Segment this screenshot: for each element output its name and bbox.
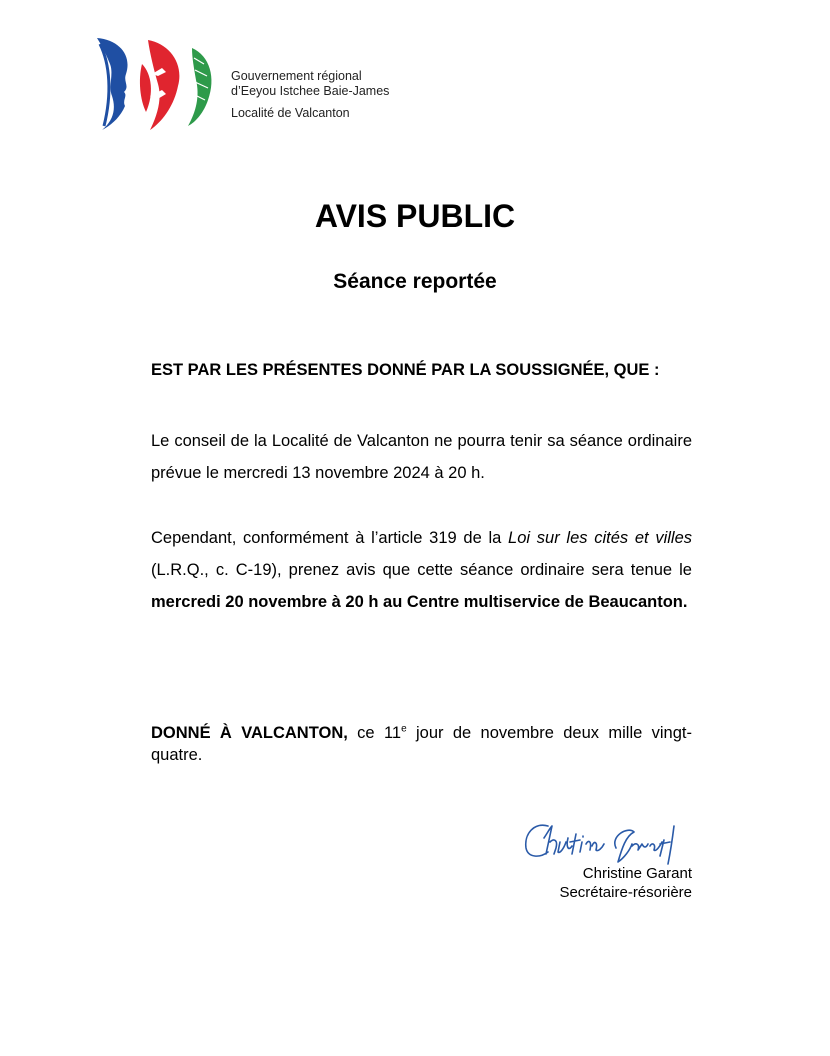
- org-line-2: d’Eeyou Istchee Baie-James: [231, 84, 390, 98]
- signatory-name: Christine Garant: [582, 865, 692, 882]
- given-text-b: jour de novembre deux mille vingt-quatre.: [151, 724, 692, 764]
- p2-new-date-location: mercredi 20 novembre à 20 h au Centre multiservice de Beaucanton.: [151, 593, 688, 611]
- org-line-1: Gouvernement régional: [231, 69, 362, 83]
- paragraph-new-date: [151, 522, 692, 618]
- signatory-block: [559, 864, 692, 902]
- logo-blue-profile: [97, 38, 128, 130]
- given-ordinal: e: [401, 723, 407, 735]
- logo-red-left: [140, 64, 151, 112]
- organization-name: [231, 69, 389, 121]
- page-subtitle: Séance reportée: [333, 270, 497, 293]
- intro-paragraph: EST PAR LES PRÉSENTES DONNÉ PAR LA SOUSSIGNÉE, QUE :: [151, 361, 660, 379]
- logo-red-shape: [148, 40, 179, 130]
- law-title: Loi sur les cités et villes: [508, 529, 692, 547]
- paragraph-given-at: [151, 722, 692, 766]
- given-place: DONNÉ À VALCANTON,: [151, 724, 348, 742]
- paragraph-postponement: Le conseil de la Localité de Valcanton ne pourra tenir sa séance ordinaire prévue le mercredi 13 novembre 2024 à 20 h.: [151, 432, 692, 482]
- p2-text-a: Cependant, conformément à l’article 319 de la: [151, 529, 509, 547]
- p2-text-b: (L.R.Q., c. C-19), prenez avis que cette séance ordinaire sera tenue le: [151, 561, 692, 579]
- handwritten-signature: [520, 818, 695, 868]
- logo-green-feather: [188, 48, 211, 126]
- regional-government-logo: [92, 34, 222, 134]
- signatory-role: Secrétaire-résorière: [559, 884, 692, 901]
- page-title: AVIS PUBLIC: [314, 198, 516, 234]
- given-text-a: ce 11: [347, 724, 402, 742]
- org-locality: Localité de Valcanton: [231, 106, 350, 120]
